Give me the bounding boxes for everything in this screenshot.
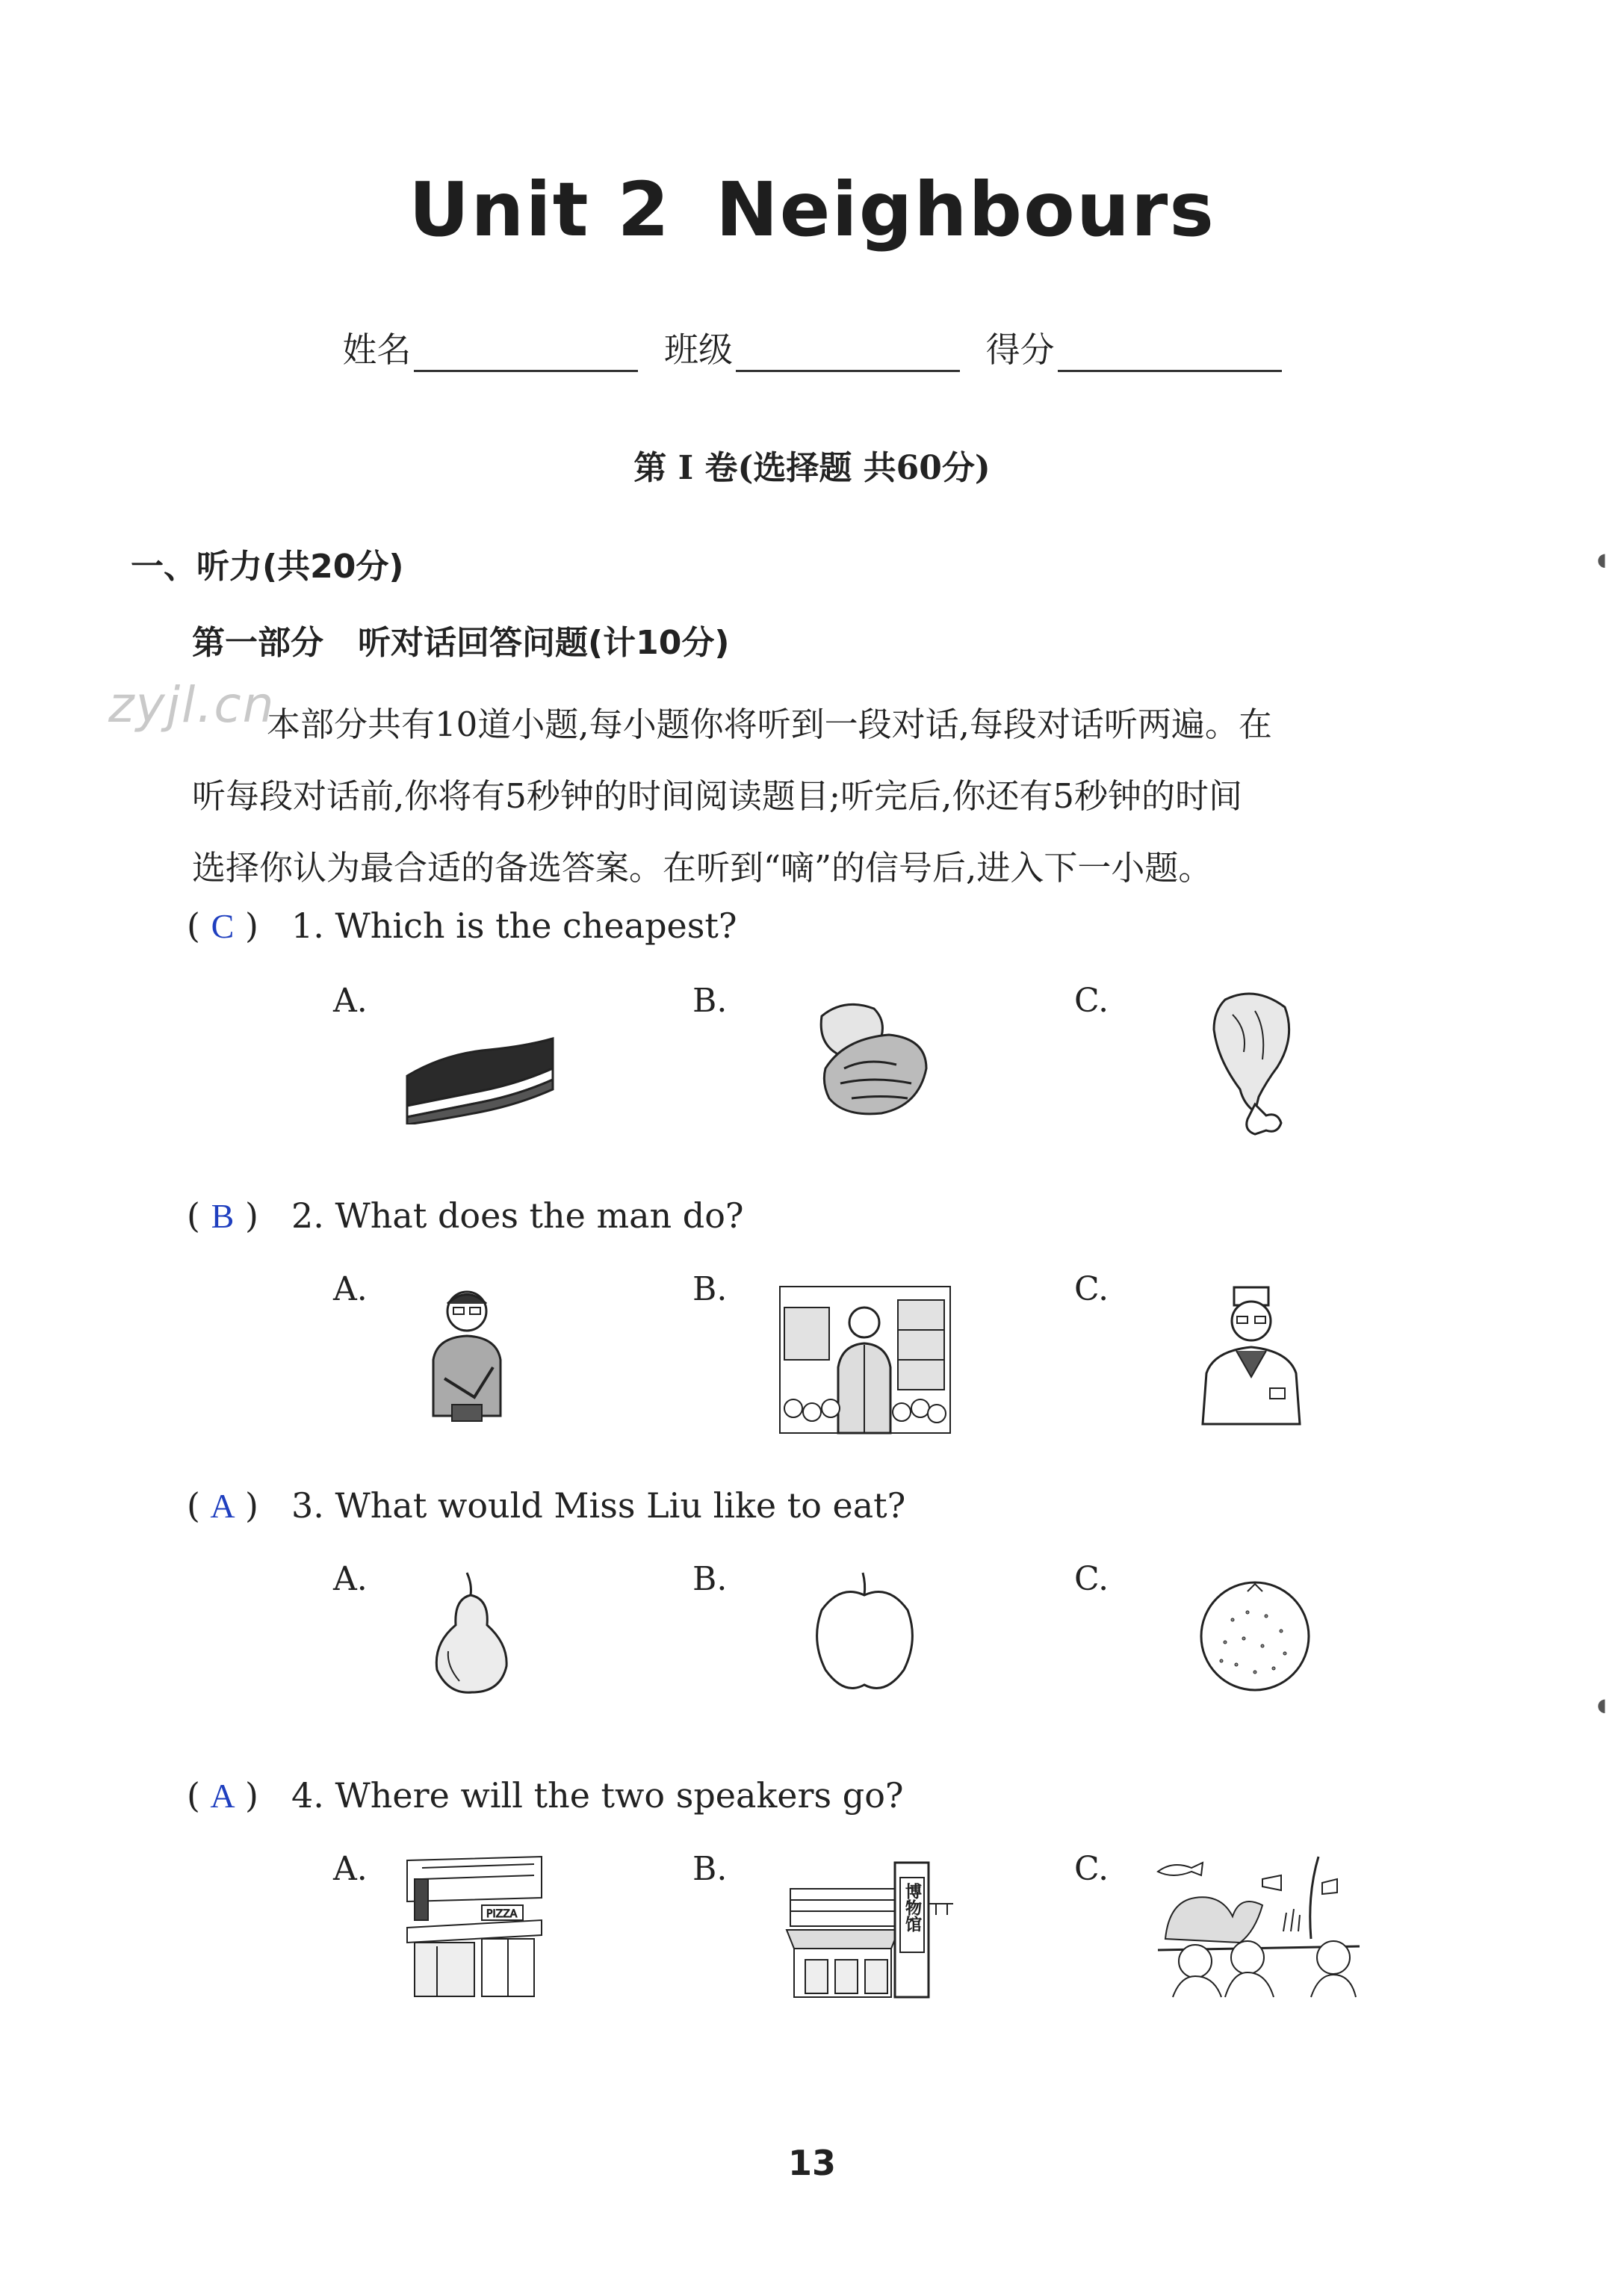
volume-heading: 第 I 卷(选择题 共60分) bbox=[633, 449, 991, 487]
option-c-label: C. bbox=[1074, 1850, 1109, 1888]
museum-icon[interactable] bbox=[783, 1859, 955, 2001]
scan-edge-mark: ◖ bbox=[1597, 549, 1607, 570]
option-c-label: C. bbox=[1074, 1560, 1109, 1598]
option-b-label: B. bbox=[692, 1560, 728, 1598]
option-c-label: C. bbox=[1074, 982, 1109, 1020]
pizza-shop-icon[interactable] bbox=[392, 1853, 545, 1999]
answer-mark: A bbox=[210, 1777, 235, 1815]
question-3 bbox=[187, 1485, 905, 1526]
option-b-label: B. bbox=[692, 982, 728, 1020]
part-title: 听对话回答问题(计10分) bbox=[358, 624, 730, 662]
question-text: 4. Where will the two speakers go? bbox=[291, 1775, 904, 1816]
option-a-label: A. bbox=[333, 982, 368, 1020]
aquarium-icon[interactable] bbox=[1150, 1849, 1363, 1999]
score-field[interactable] bbox=[986, 323, 1282, 372]
part-heading bbox=[192, 616, 729, 663]
watermark: zyjl.cn bbox=[108, 676, 276, 734]
scan-edge-mark: ◖ bbox=[1597, 1695, 1607, 1715]
teacher-icon[interactable] bbox=[415, 1285, 519, 1423]
answer-bracket[interactable]: ( A ) bbox=[187, 1485, 258, 1526]
unit-title bbox=[0, 166, 1624, 253]
unit-number: Unit 2 bbox=[409, 166, 671, 253]
name-field[interactable] bbox=[342, 323, 638, 372]
section-heading: 一、听力(共20分) bbox=[131, 548, 404, 586]
cook-icon[interactable] bbox=[1195, 1284, 1307, 1426]
name-label: 姓名 bbox=[342, 329, 412, 370]
option-a-label: A. bbox=[333, 1270, 368, 1308]
instructions-line-2: 听每段对话前,你将有5秒钟的时间阅读题目;听完后,你还有5秒钟的时间 bbox=[192, 776, 1243, 816]
page-number: 13 bbox=[787, 2143, 836, 2183]
question-text: 2. What does the man do? bbox=[291, 1195, 744, 1236]
shop-assistant-icon[interactable] bbox=[778, 1285, 952, 1435]
museum-sign: 博物馆 bbox=[902, 1883, 922, 1932]
option-a-label: A. bbox=[333, 1560, 368, 1598]
answer-mark: B bbox=[211, 1197, 235, 1235]
class-blank[interactable] bbox=[736, 340, 960, 372]
answer-bracket[interactable]: ( B ) bbox=[187, 1195, 258, 1236]
answer-mark: C bbox=[211, 907, 235, 945]
student-info bbox=[0, 323, 1624, 372]
option-a-label: A. bbox=[333, 1850, 368, 1888]
score-blank[interactable] bbox=[1058, 340, 1282, 372]
question-1 bbox=[187, 906, 737, 946]
unit-name: Neighbours bbox=[715, 166, 1215, 253]
instructions-line-3: 选择你认为最合适的备选答案。在听到“嘀”的信号后,进入下一小题。 bbox=[192, 848, 1212, 888]
question-text: 1. Which is the cheapest? bbox=[291, 906, 737, 946]
question-2 bbox=[187, 1195, 744, 1236]
orange-icon[interactable] bbox=[1195, 1575, 1315, 1695]
pizza-sign: PIZZA bbox=[486, 1908, 518, 1920]
answer-mark: A bbox=[210, 1487, 235, 1525]
apple-icon[interactable] bbox=[811, 1569, 919, 1696]
option-b-label: B. bbox=[692, 1270, 728, 1308]
bacon-icon[interactable] bbox=[400, 1024, 560, 1124]
answer-bracket[interactable]: ( A ) bbox=[187, 1775, 258, 1816]
class-field[interactable] bbox=[664, 323, 960, 372]
instructions-line-1: 本部分共有10道小题,每小题你将听到一段对话,每段对话听两遍。在 bbox=[267, 705, 1272, 744]
option-b-label: B. bbox=[692, 1850, 728, 1888]
chicken-leg-icon[interactable] bbox=[1203, 985, 1300, 1142]
beef-icon[interactable] bbox=[807, 994, 934, 1124]
pear-icon[interactable] bbox=[426, 1569, 515, 1696]
class-label: 班级 bbox=[664, 329, 733, 370]
question-text: 3. What would Miss Liu like to eat? bbox=[291, 1485, 906, 1526]
instructions bbox=[192, 689, 1492, 904]
question-4 bbox=[187, 1775, 904, 1816]
name-blank[interactable] bbox=[414, 340, 638, 372]
score-label: 得分 bbox=[985, 329, 1055, 370]
answer-bracket[interactable]: ( C ) bbox=[187, 906, 258, 946]
option-c-label: C. bbox=[1074, 1270, 1109, 1308]
part-name: 第一部分 bbox=[192, 624, 323, 662]
